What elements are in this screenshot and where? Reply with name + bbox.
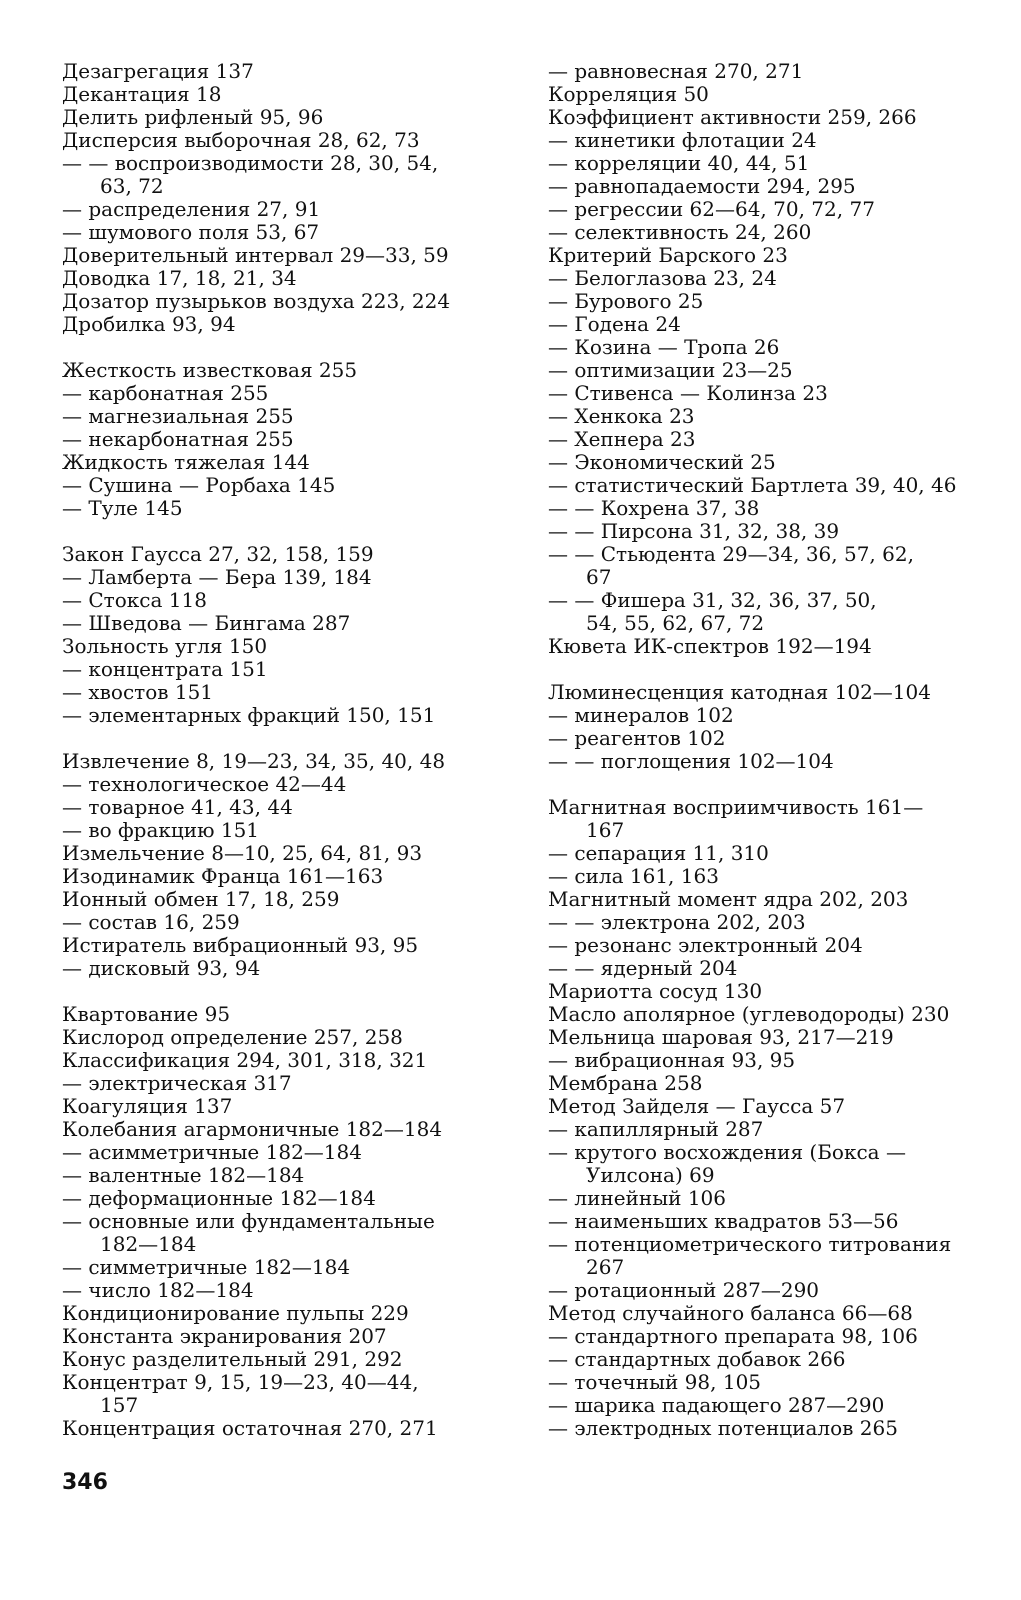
index-entry: Мельница шаровая 93, 217—219	[548, 1025, 894, 1049]
index-entry: Зольность угля 150	[62, 634, 268, 658]
section-gap	[62, 336, 502, 359]
index-entry: Делить рифленый 95, 96	[62, 105, 324, 129]
index-entry: — крутого восхождения (Бокса —	[548, 1140, 906, 1164]
index-entry: Классификация 294, 301, 318, 321	[62, 1048, 428, 1072]
index-entry: — стандартного препарата 98, 106	[548, 1324, 918, 1348]
index-entry: — электрическая 317	[62, 1071, 292, 1095]
index-entry: — Ламберта — Бера 139, 184	[62, 565, 372, 589]
index-entry: — ротационный 287—290	[548, 1278, 820, 1302]
index-entry: — число 182—184	[62, 1278, 254, 1302]
index-entry: — Стокса 118	[62, 588, 207, 612]
index-entry: — распределения 27, 91	[62, 197, 321, 221]
index-entry: — товарное 41, 43, 44	[62, 795, 293, 819]
index-entry: — селективность 24, 260	[548, 220, 812, 244]
index-entry: — состав 16, 259	[62, 910, 240, 934]
index-entry: — линейный 106	[548, 1186, 726, 1210]
index-entry: Закон Гаусса 27, 32, 158, 159	[62, 542, 374, 566]
index-entry: — — ядерный 204	[548, 956, 738, 980]
index-entry: — карбонатная 255	[62, 381, 269, 405]
index-entry: 63, 72	[100, 174, 164, 198]
index-entry: Доверительный интервал 29—33, 59	[62, 243, 449, 267]
index-entry: Коэффициент активности 259, 266	[548, 105, 917, 129]
index-entry: Жесткость известковая 255	[62, 358, 358, 382]
index-entry: — асимметричные 182—184	[62, 1140, 362, 1164]
index-entry: — хвостов 151	[62, 680, 214, 704]
index-entry: — элементарных фракций 150, 151	[62, 703, 436, 727]
index-entry: — оптимизации 23—25	[548, 358, 793, 382]
index-entry: — электродных потенциалов 265	[548, 1416, 898, 1440]
page-number: 346	[62, 1470, 108, 1495]
index-entry: — регрессии 62—64, 70, 72, 77	[548, 197, 875, 221]
index-entry: — деформационные 182—184	[62, 1186, 376, 1210]
index-entry: — наименьших квадратов 53—56	[548, 1209, 899, 1233]
index-entry: Константа экранирования 207	[62, 1324, 387, 1348]
index-entry: — Стивенса — Колинза 23	[548, 381, 828, 405]
index-entry: — капиллярный 287	[548, 1117, 764, 1141]
index-entry: — Бурового 25	[548, 289, 704, 313]
section-gap	[548, 773, 988, 796]
index-entry: — симметричные 182—184	[62, 1255, 351, 1279]
index-entry: 267	[586, 1255, 625, 1279]
index-entry: 157	[100, 1393, 139, 1417]
index-entry: — Козина — Тропа 26	[548, 335, 780, 359]
index-entry: 67	[586, 565, 612, 589]
index-entry: — шумового поля 53, 67	[62, 220, 320, 244]
index-entry: — равновесная 270, 271	[548, 59, 804, 83]
index-entry: — стандартных добавок 266	[548, 1347, 846, 1371]
index-entry: Дробилка 93, 94	[62, 312, 236, 336]
section-gap	[548, 658, 988, 681]
index-entry: — — Пирсона 31, 32, 38, 39	[548, 519, 840, 543]
index-entry: — во фракцию 151	[62, 818, 260, 842]
index-entry: — — воспроизводимости 28, 30, 54,	[62, 151, 439, 175]
index-entry: Квартование 95	[62, 1002, 231, 1026]
index-entry: Изодинамик Франца 161—163	[62, 864, 384, 888]
index-entry: Кислород определение 257, 258	[62, 1025, 403, 1049]
index-entry: — основные или фундаментальные	[62, 1209, 435, 1233]
index-entry: — Шведова — Бингама 287	[62, 611, 351, 635]
index-entry: Концентрация остаточная 270, 271	[62, 1416, 438, 1440]
index-column-left	[62, 60, 502, 1440]
index-entry: Кондиционирование пульпы 229	[62, 1301, 409, 1325]
index-entry: — — Кохрена 37, 38	[548, 496, 760, 520]
section-gap	[62, 980, 502, 1003]
index-entry: — сепарация 11, 310	[548, 841, 769, 865]
index-entry: Уилсона) 69	[586, 1163, 715, 1187]
index-entry: — Белоглазова 23, 24	[548, 266, 777, 290]
index-entry: — Экономический 25	[548, 450, 776, 474]
index-entry: Кювета ИК-спектров 192—194	[548, 634, 872, 658]
index-entry: Доводка 17, 18, 21, 34	[62, 266, 297, 290]
index-entry: — вибрационная 93, 95	[548, 1048, 796, 1072]
index-entry: — валентные 182—184	[62, 1163, 305, 1187]
index-entry: — минералов 102	[548, 703, 734, 727]
index-entry: — Годена 24	[548, 312, 681, 336]
index-column-right	[548, 60, 988, 1440]
index-entry: — технологическое 42—44	[62, 772, 347, 796]
index-entry: Конус разделительный 291, 292	[62, 1347, 403, 1371]
index-entry: Люминесценция катодная 102—104	[548, 680, 931, 704]
index-entry: — — Стьюдента 29—34, 36, 57, 62,	[548, 542, 914, 566]
index-entry: Корреляция 50	[548, 82, 709, 106]
index-entry: Магнитный момент ядра 202, 203	[548, 887, 909, 911]
index-entry: — — электрона 202, 203	[548, 910, 806, 934]
index-entry: — корреляции 40, 44, 51	[548, 151, 810, 175]
index-entry: Масло аполярное (углеводороды) 230	[548, 1002, 950, 1026]
index-entry: — Хенкока 23	[548, 404, 695, 428]
index-entry: — статистический Бартлета 39, 40, 46	[548, 473, 957, 497]
index-entry: — — Фишера 31, 32, 36, 37, 50,	[548, 588, 877, 612]
section-gap	[62, 727, 502, 750]
index-entry: Декантация 18	[62, 82, 222, 106]
index-entry: — некарбонатная 255	[62, 427, 294, 451]
index-entry: 182—184	[100, 1232, 197, 1256]
index-entry: Мембрана 258	[548, 1071, 703, 1095]
index-entry: Критерий Барского 23	[548, 243, 788, 267]
index-entry: — Сушина — Рорбаха 145	[62, 473, 336, 497]
index-entry: Дисперсия выборочная 28, 62, 73	[62, 128, 420, 152]
index-entry: Дезагрегация 137	[62, 59, 254, 83]
index-entry: Извлечение 8, 19—23, 34, 35, 40, 48	[62, 749, 446, 773]
index-entry: — шарика падающего 287—290	[548, 1393, 885, 1417]
index-entry: — резонанс электронный 204	[548, 933, 863, 957]
index-entry: — — поглощения 102—104	[548, 749, 834, 773]
index-entry: Магнитная восприимчивость 161—	[548, 795, 924, 819]
index-entry: — дисковый 93, 94	[62, 956, 261, 980]
index-entry: Измельчение 8—10, 25, 64, 81, 93	[62, 841, 423, 865]
index-entry: Ионный обмен 17, 18, 259	[62, 887, 340, 911]
index-entry: — сила 161, 163	[548, 864, 719, 888]
index-entry: — Хепнера 23	[548, 427, 696, 451]
index-entry: Метод Зайделя — Гаусса 57	[548, 1094, 846, 1118]
index-entry: Дозатор пузырьков воздуха 223, 224	[62, 289, 451, 313]
index-entry: Истиратель вибрационный 93, 95	[62, 933, 419, 957]
section-gap	[62, 520, 502, 543]
index-entry: — точечный 98, 105	[548, 1370, 762, 1394]
index-entry: Колебания агармоничные 182—184	[62, 1117, 443, 1141]
index-entry: Жидкость тяжелая 144	[62, 450, 310, 474]
index-entry: 167	[586, 818, 625, 842]
index-entry: — равнопадаемости 294, 295	[548, 174, 856, 198]
index-entry: — магнезиальная 255	[62, 404, 294, 428]
index-entry: — Туле 145	[62, 496, 183, 520]
index-entry: — концентрата 151	[62, 657, 268, 681]
index-entry: Коагуляция 137	[62, 1094, 233, 1118]
index-entry: 54, 55, 62, 67, 72	[586, 611, 765, 635]
index-entry: Метод случайного баланса 66—68	[548, 1301, 913, 1325]
index-entry: — потенциометрического титрования	[548, 1232, 952, 1256]
index-entry: — реагентов 102	[548, 726, 726, 750]
index-entry: — кинетики флотации 24	[548, 128, 817, 152]
index-entry: Концентрат 9, 15, 19—23, 40—44,	[62, 1370, 419, 1394]
index-entry: Мариотта сосуд 130	[548, 979, 763, 1003]
